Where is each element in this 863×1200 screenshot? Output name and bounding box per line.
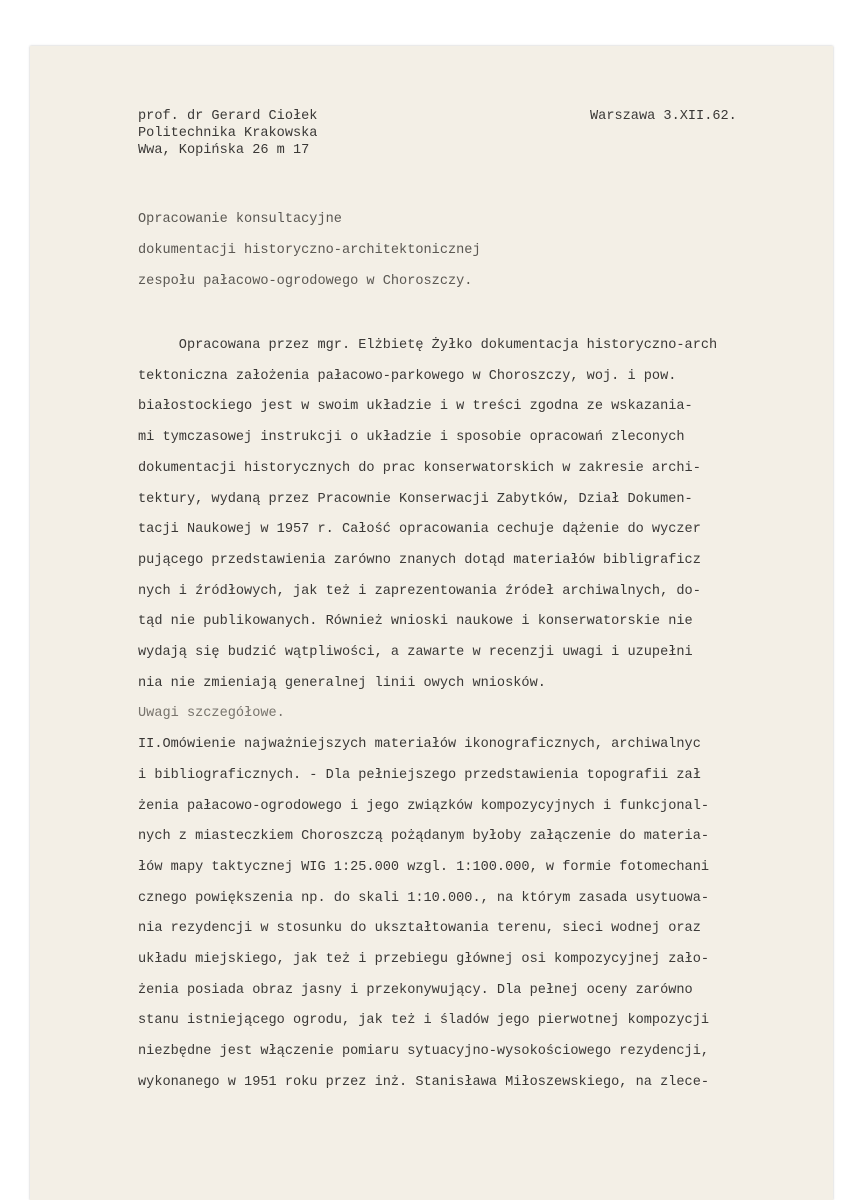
sender-institution: Politechnika Krakowska: [138, 126, 318, 141]
letter-body: [138, 331, 717, 1099]
sender-name: prof. dr Gerard Ciołek: [138, 109, 318, 124]
body-line: dokumentacji historycznych do prac konserwatorskich w zakresie archi-: [138, 460, 701, 476]
sender-block: [138, 108, 317, 159]
body-line: łów mapy taktycznej WIG 1:25.000 wzgl. 1:100.000, w formie fotomechani: [138, 859, 710, 875]
body-line: wykonanego w 1951 roku przez inż. Stanisława Miłoszewskiego, na zlece-: [138, 1074, 710, 1090]
body-line: mi tymczasowej instrukcji o układzie i sposobie opracowań zleconych: [138, 430, 685, 446]
body-line: tektury, wydaną przez Pracownie Konserwacji Zabytków, Dział Dokumen-: [138, 491, 693, 507]
subject-line: zespołu pałacowo-ogrodowego w Choroszczy.: [138, 274, 473, 289]
body-line: tacji Naukowej w 1957 r. Całość opracowania cechuje dążenie do wyczer: [138, 522, 701, 538]
body-line: układu miejskiego, jak też i przebiegu głównej osi kompozycyjnej zało-: [138, 952, 710, 968]
body-line: żenia posiada obraz jasny i przekonywujący. Dla pełnej oceny zarówno: [138, 982, 693, 998]
body-line: II.Omówienie najważniejszych materiałów ikonograficznych, archiwalnyc: [138, 737, 701, 753]
body-line: Opracowana przez mgr. Elżbietę Żyłko dokumentacja historyczno-arch: [138, 338, 718, 353]
body-line: nych z miasteczkiem Choroszczą pożądanym byłoby załączenie do materia-: [138, 829, 710, 845]
body-line: niezbędne jest włączenie pomiaru sytuacyjno-wysokościowego rezydencji,: [138, 1044, 710, 1060]
body-line: nia nie zmieniają generalnej linii owych wniosków.: [138, 675, 546, 691]
body-line: wydają się budzić wątpliwości, a zawarte w recenzji uwagi i uzupełni: [138, 645, 693, 661]
body-line: pującego przedstawienia zarówno znanych dotąd materiałów bibligraficz: [138, 552, 701, 568]
body-line: tąd nie publikowanych. Również wnioski naukowe i konserwatorskie nie: [138, 614, 693, 630]
paper-sheet: [30, 46, 833, 1200]
body-line: nia rezydencji w stosunku do ukształtowania terenu, sieci wodnej oraz: [138, 921, 701, 937]
sender-address: Wwa, Kopińska 26 m 17: [138, 143, 310, 158]
section-heading: Uwagi szczegółowe.: [138, 706, 285, 722]
subject-line: dokumentacji historyczno-architektonicznej: [138, 243, 481, 258]
subject-block: [138, 204, 481, 297]
body-line: cznego powiększenia np. do skali 1:10.000., na którym zasada usytuowa-: [138, 890, 710, 906]
body-line: białostockiego jest w swoim układzie i w treści zgodna ze wskazania-: [138, 399, 693, 415]
subject-line: Opracowanie konsultacyjne: [138, 212, 342, 227]
body-line: i bibliograficznych. - Dla pełniejszego przedstawienia topografii zał: [138, 767, 701, 783]
body-line: nych i źródłowych, jak też i zaprezentowania źródeł archiwalnych, do-: [138, 583, 701, 599]
body-line: tektoniczna założenia pałacowo-parkowego w Choroszczy, woj. i pow.: [138, 368, 677, 384]
letter-date: Warszawa 3.XII.62.: [590, 109, 737, 124]
body-line: stanu istniejącego ogrodu, jak też i śladów jego pierwotnej kompozycji: [138, 1013, 710, 1029]
body-line: żenia pałacowo-ogrodowego i jego związków kompozycyjnych i funkcjonal-: [138, 798, 710, 814]
